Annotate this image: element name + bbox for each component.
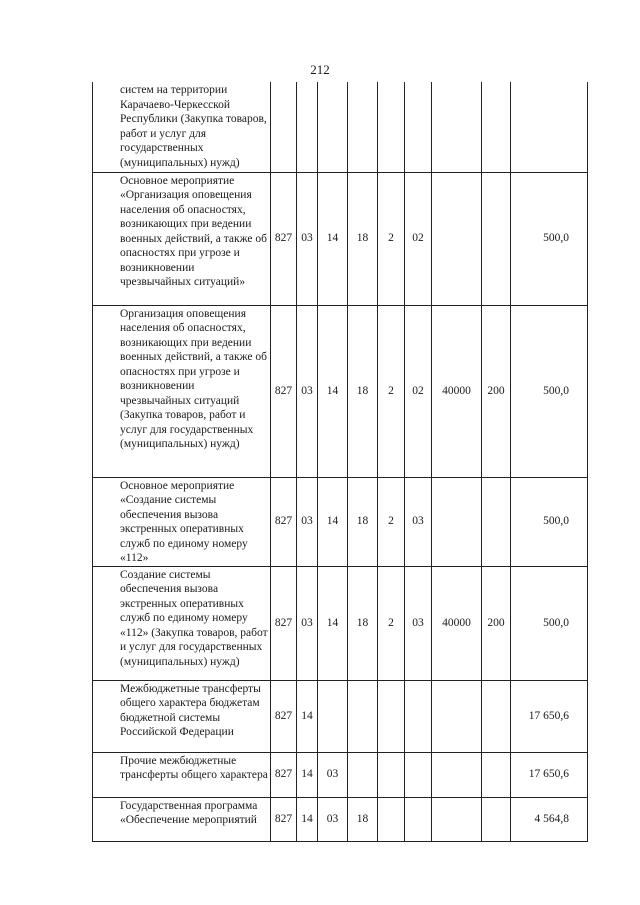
cell-grbs: 827 [271, 477, 297, 566]
cell-direction [432, 172, 482, 305]
cell-rz: 14 [297, 680, 318, 752]
cell-direction: 40000 [432, 305, 482, 477]
cell-grbs: 827 [271, 680, 297, 752]
cell-event: 02 [405, 172, 432, 305]
cell-program: 18 [348, 797, 378, 841]
cell-amount: 17 650,6 [511, 680, 588, 752]
cell-subprogram [378, 752, 405, 797]
cell-grbs: 827 [271, 305, 297, 477]
cell-subprogram [378, 82, 405, 172]
table-row [93, 82, 588, 172]
cell-pr: 14 [318, 477, 348, 566]
cell-event [405, 797, 432, 841]
cell-pr [318, 82, 348, 172]
row-name: Организация оповещения населения об опасностях, возникающих при ведении военных действий, а также об опасностях при угрозе и возникновении чрезвычайных ситуаций (Закупка товаров, работ и услуг для государственных (муниципальных) нужд) [93, 305, 271, 477]
cell-amount: 17 650,6 [511, 752, 588, 797]
cell-program: 18 [348, 305, 378, 477]
cell-pr: 03 [318, 752, 348, 797]
cell-rz: 03 [297, 566, 318, 680]
cell-vr [482, 680, 511, 752]
cell-direction [432, 752, 482, 797]
table-row [93, 477, 588, 566]
budget-table [92, 82, 588, 842]
row-name: Создание системы обеспечения вызова экстренных оперативных служб по единому номеру «112» (Закупка товаров, работ и услуг для государственных (муниципальных) нужд) [93, 566, 271, 680]
cell-rz: 03 [297, 172, 318, 305]
cell-subprogram: 2 [378, 566, 405, 680]
cell-pr [318, 680, 348, 752]
cell-vr [482, 172, 511, 305]
cell-amount: 500,0 [511, 477, 588, 566]
table-row [93, 797, 588, 841]
cell-amount: 4 564,8 [511, 797, 588, 841]
table-row [93, 305, 588, 477]
cell-rz: 03 [297, 305, 318, 477]
table-row [93, 566, 588, 680]
cell-vr [482, 82, 511, 172]
cell-event [405, 680, 432, 752]
cell-event: 02 [405, 305, 432, 477]
cell-direction [432, 680, 482, 752]
table-row [93, 680, 588, 752]
cell-vr [482, 477, 511, 566]
cell-program: 18 [348, 566, 378, 680]
cell-program [348, 680, 378, 752]
cell-program: 18 [348, 172, 378, 305]
table-row [93, 172, 588, 305]
cell-program [348, 82, 378, 172]
cell-event [405, 82, 432, 172]
cell-rz: 14 [297, 752, 318, 797]
cell-vr: 200 [482, 305, 511, 477]
cell-grbs: 827 [271, 172, 297, 305]
cell-vr [482, 797, 511, 841]
cell-direction: 40000 [432, 566, 482, 680]
cell-subprogram: 2 [378, 477, 405, 566]
row-name: Межбюджетные трансферты общего характера бюджетам бюджетной системы Российской Федерации [93, 680, 271, 752]
cell-pr: 14 [318, 566, 348, 680]
cell-amount [511, 82, 588, 172]
row-name: Прочие межбюджетные трансферты общего характера [93, 752, 271, 797]
row-name: Государственная программа «Обеспечение мероприятий [93, 797, 271, 841]
cell-direction [432, 797, 482, 841]
cell-event [405, 752, 432, 797]
cell-program: 18 [348, 477, 378, 566]
cell-program [348, 752, 378, 797]
cell-event: 03 [405, 477, 432, 566]
cell-direction [432, 82, 482, 172]
cell-vr [482, 752, 511, 797]
cell-grbs: 827 [271, 566, 297, 680]
cell-pr: 14 [318, 172, 348, 305]
cell-amount: 500,0 [511, 305, 588, 477]
cell-subprogram: 2 [378, 172, 405, 305]
cell-pr: 03 [318, 797, 348, 841]
cell-subprogram: 2 [378, 305, 405, 477]
cell-subprogram [378, 680, 405, 752]
row-name: Основное мероприятие «Организация оповещения населения об опасностях, возникающих при ведении военных действий, а также об опасностях при угрозе и возникновении чрезвычайных ситуаций» [93, 172, 271, 305]
cell-pr: 14 [318, 305, 348, 477]
cell-event: 03 [405, 566, 432, 680]
cell-rz: 03 [297, 477, 318, 566]
cell-rz [297, 82, 318, 172]
cell-vr: 200 [482, 566, 511, 680]
cell-grbs [271, 82, 297, 172]
cell-amount: 500,0 [511, 566, 588, 680]
row-name: Основное мероприятие «Создание системы обеспечения вызова экстренных оперативных служб по единому номеру «112» [93, 477, 271, 566]
cell-amount: 500,0 [511, 172, 588, 305]
table-row [93, 752, 588, 797]
row-name: систем на территории Карачаево-Черкесской Республики (Закупка товаров, работ и услуг для государственных (муниципальных) нужд) [93, 82, 271, 172]
cell-grbs: 827 [271, 752, 297, 797]
page-number: 212 [310, 62, 330, 77]
cell-subprogram [378, 797, 405, 841]
cell-rz: 14 [297, 797, 318, 841]
cell-grbs: 827 [271, 797, 297, 841]
cell-direction [432, 477, 482, 566]
